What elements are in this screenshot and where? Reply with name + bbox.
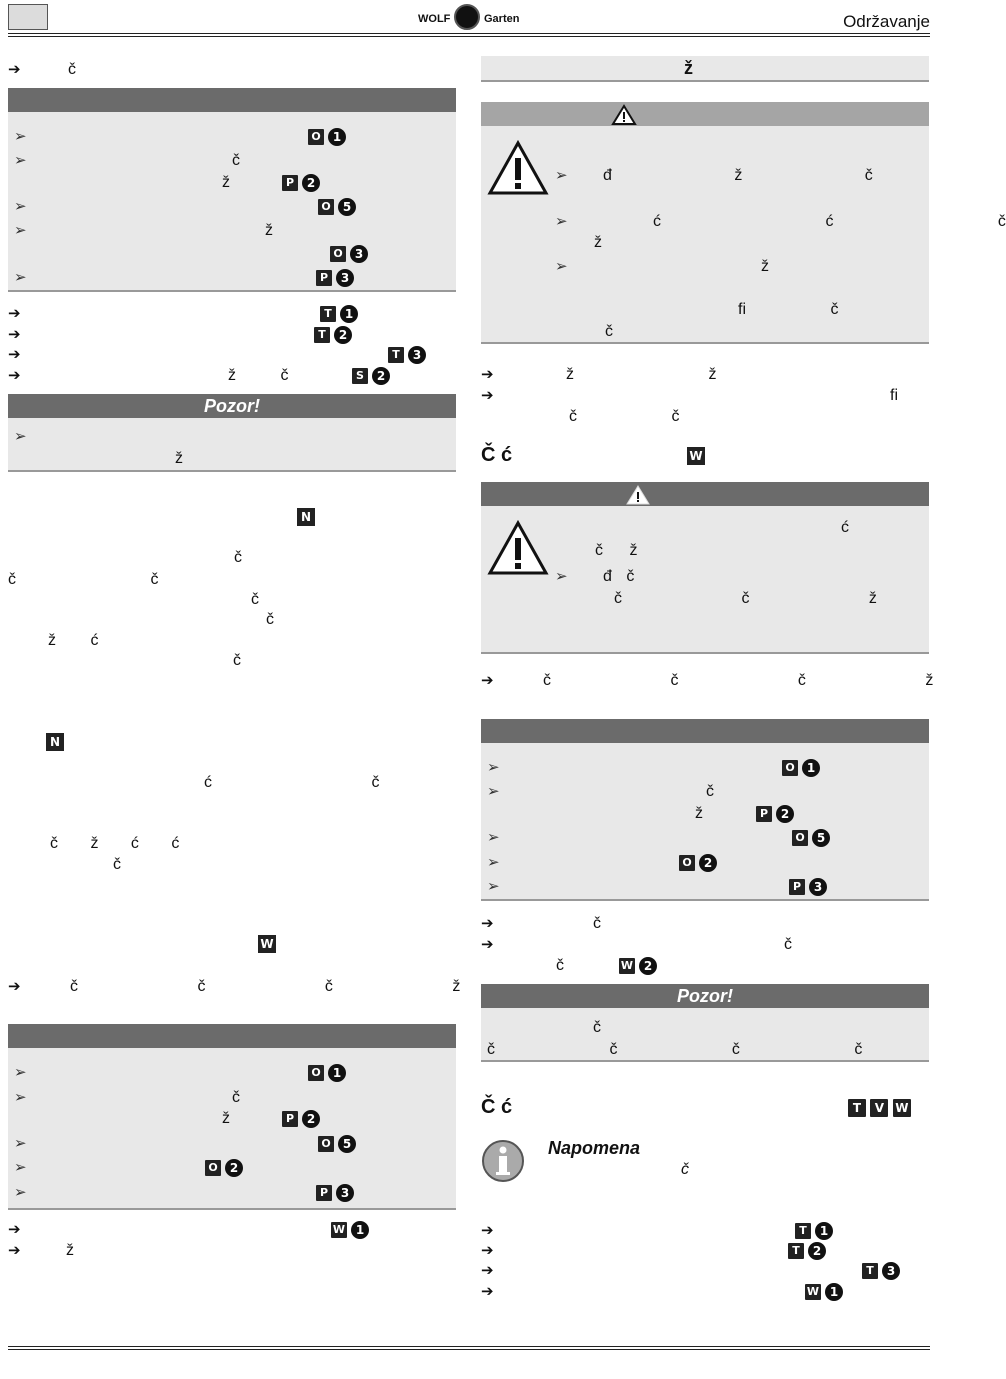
label-O-icon: O [308,129,324,145]
page-number-box [8,4,48,30]
arrow-text: č č č ž [70,978,461,995]
label-T-icon: T [788,1243,804,1259]
footer-rule-2 [8,1349,930,1350]
bullet-icon: ➢ [14,1089,27,1106]
number-2-icon: 2 [302,1110,320,1128]
step-text: ž [222,1110,230,1127]
separator [8,470,456,472]
warning-text: ć ć č [653,213,1006,230]
title-band [481,56,929,80]
arrow-icon: ➔ [8,305,21,322]
arrow-icon: ➔ [8,1221,21,1238]
text-line: č ž ć ć [50,835,180,852]
label-O-icon: O [782,760,798,776]
arrow-icon: ➔ [8,367,21,384]
figure-N-icon: N [46,733,64,751]
warning-small-icon [626,485,650,505]
number-1-icon: 1 [328,128,346,146]
section-heading: Č ć [481,444,513,466]
bullet-icon: ➢ [555,258,568,275]
bullet-icon: ➢ [14,1184,27,1201]
step-icons [862,1261,900,1281]
step-icons [316,268,354,288]
number-1-icon: 1 [825,1283,843,1301]
section-bar [8,88,456,112]
bullet-icon: ➢ [487,759,500,776]
bullet-icon: ➢ [14,1064,27,1081]
step-icons [316,1183,354,1203]
separator [481,80,929,82]
number-1-icon: 1 [802,759,820,777]
arrow-text: č [784,936,792,953]
brand-right: Garten [484,13,520,25]
caution-bar: Pozor! [481,984,929,1008]
arrow-text: č č [569,408,680,425]
step-icons [619,956,657,976]
warning-text: đ ž č [603,167,873,184]
number-3-icon: 3 [882,1262,900,1280]
arrow-icon: ➔ [8,346,21,363]
figure-N-icon: N [297,508,315,526]
arrow-text: ž [66,1242,74,1259]
arrow-icon: ➔ [481,1283,494,1300]
step-icons [352,366,390,386]
figure-W-icon: W [687,447,705,465]
section-bar [8,1024,456,1048]
bullet-icon: ➢ [14,1135,27,1152]
arrow-icon: ➔ [481,672,494,689]
label-P-icon: P [789,879,805,895]
warning-header-bar [481,102,929,126]
step-icons [792,828,830,848]
step-icons [318,1134,356,1154]
text-line: č [113,856,121,873]
number-2-icon: 2 [639,957,657,975]
info-icon [481,1138,525,1184]
brand-left: WOLF [418,13,451,25]
figure-W-icon: W [893,1099,911,1117]
label-P-icon: P [316,1185,332,1201]
step-text: č [232,1089,240,1106]
label-P-icon: P [282,175,298,191]
bullet-icon: ➢ [555,167,568,184]
step-text: ž [265,222,273,239]
bullet-icon: ➢ [14,198,27,215]
step-icons [318,197,356,217]
label-S-icon: S [352,368,368,384]
header-rule-2 [8,36,930,37]
header-rule [8,33,930,34]
label-O-icon: O [318,1136,334,1152]
footer-rule [8,1346,930,1347]
arrow-icon: ➔ [8,1242,21,1259]
text-line: č [233,652,241,669]
bullet-icon: ➢ [487,878,500,895]
arrow-text: ž ž [566,366,717,383]
step-icons [320,304,358,324]
number-3-icon: 3 [809,878,827,896]
text-line: č [234,549,242,566]
arrow-icon: ➔ [481,1222,494,1239]
step-text: ž [695,805,703,822]
bullet-icon: ➢ [487,829,500,846]
arrow-icon: ➔ [481,387,494,404]
arrow-text: č [556,957,564,974]
step-icons [282,1109,320,1129]
step-icons [308,1063,346,1083]
text-line: č č [8,571,159,588]
label-P-icon: P [756,806,772,822]
warning-text: ž [594,234,602,251]
text-line: ć č [204,774,380,791]
note-title: Napomena [548,1138,641,1158]
number-2-icon: 2 [225,1159,243,1177]
arrow-icon: ➔ [8,61,21,78]
label-O-icon: O [792,830,808,846]
step-icons [756,804,794,824]
step-icons [388,345,426,365]
warning-triangle-icon [487,140,549,196]
bullet-icon: ➢ [14,128,27,145]
label-T-icon: T [795,1223,811,1239]
warning-text: č č ž [614,590,877,607]
step-icons [782,758,820,778]
text-line: č [266,611,274,628]
number-3-icon: 3 [336,269,354,287]
separator [8,290,456,292]
arrow-icon: ➔ [481,1242,494,1259]
step-icons [805,1282,843,1302]
number-2-icon: 2 [372,367,390,385]
bullet-icon: ➢ [487,854,500,871]
bullet-icon: ➢ [487,783,500,800]
number-3-icon: 3 [350,245,368,263]
warning-text: đ č [603,568,635,585]
label-W-icon: W [620,958,634,972]
arrow-icon: ➔ [481,915,494,932]
separator [481,652,929,654]
text-line: ž ć [48,632,99,649]
number-5-icon: 5 [338,1135,356,1153]
arrow-icon: ➔ [481,1262,494,1279]
step-text: č [232,152,240,169]
step-text: ž č [228,367,289,384]
warning-triangle-icon [487,520,549,576]
step-icons [788,1241,826,1261]
number-2-icon: 2 [808,1242,826,1260]
warning-small-icon [612,105,636,125]
arrow-text: fi [890,387,898,404]
text-line: č [251,591,259,608]
number-2-icon: 2 [699,854,717,872]
label-O-icon: O [308,1065,324,1081]
number-2-icon: 2 [776,805,794,823]
number-5-icon: 5 [812,829,830,847]
figure-T-icon: T [848,1099,866,1117]
section-bar [481,719,929,743]
text-line: č [68,61,76,78]
label-W-icon: W [332,1222,346,1236]
arrow-icon: ➔ [481,936,494,953]
label-O-icon: O [330,246,346,262]
bullet-icon: ➢ [555,213,568,230]
label-T-icon: T [388,347,404,363]
caution-text: č [593,1019,601,1036]
brand-logo [418,4,528,32]
number-1-icon: 1 [340,305,358,323]
label-O-icon: O [679,855,695,871]
warning-header-bar [481,482,929,506]
number-1-icon: 1 [328,1064,346,1082]
instructions-box [8,1048,456,1208]
label-P-icon: P [282,1111,298,1127]
bullet-icon: ➢ [14,428,27,445]
arrow-icon: ➔ [8,978,21,995]
warning-text: č ž [595,542,638,559]
caution-box [8,418,456,470]
separator [481,1060,929,1062]
caution-text: ž [175,450,183,467]
step-text: č [706,783,714,800]
label-T-icon: T [862,1263,878,1279]
step-icons [789,877,827,897]
bullet-icon: ➢ [555,568,568,585]
bullet-icon: ➢ [14,152,27,169]
caution-bar: Pozor! [8,394,456,418]
bullet-icon: ➢ [14,1159,27,1176]
label-P-icon: P [316,270,332,286]
warning-text: ć [841,519,849,536]
instructions-box [481,743,929,899]
instructions-box [8,112,456,290]
caution-text: č č č č [487,1041,863,1058]
separator [481,899,929,901]
label-W-icon: W [806,1284,820,1298]
step-icons [282,173,320,193]
label-O-icon: O [205,1160,221,1176]
note-text: č [681,1161,689,1178]
number-1-icon: 1 [351,1221,369,1239]
warning-text: č [605,323,613,340]
number-2-icon: 2 [302,174,320,192]
step-icons [679,853,717,873]
arrow-text: č č č ž [543,672,934,689]
separator [8,1208,456,1210]
arrow-icon: ➔ [481,366,494,383]
warning-text: ž [761,258,769,275]
number-2-icon: 2 [334,326,352,344]
section-heading: Č ć [481,1096,513,1118]
arrow-text: č [593,915,601,932]
step-text: ž [222,174,230,191]
step-icons [205,1158,243,1178]
bullet-icon: ➢ [14,222,27,239]
number-3-icon: 3 [408,346,426,364]
step-icons [795,1221,833,1241]
label-T-icon: T [320,306,336,322]
bullet-icon: ➢ [14,269,27,286]
wolf-head-icon [454,4,480,30]
number-1-icon: 1 [815,1222,833,1240]
step-icons [331,1220,369,1240]
figure-icons [848,1098,911,1118]
step-icons [308,127,346,147]
label-T-icon: T [314,327,330,343]
title-band-text: ž [684,58,693,78]
warning-text: fi č [738,301,839,318]
arrow-icon: ➔ [8,326,21,343]
number-5-icon: 5 [338,198,356,216]
figure-V-icon: V [870,1099,888,1117]
step-icons [314,325,352,345]
label-O-icon: O [318,199,334,215]
number-3-icon: 3 [336,1184,354,1202]
step-icons [330,244,368,264]
figure-W-icon: W [258,935,276,953]
page-title: Održavanje [843,12,930,31]
separator [481,342,929,344]
